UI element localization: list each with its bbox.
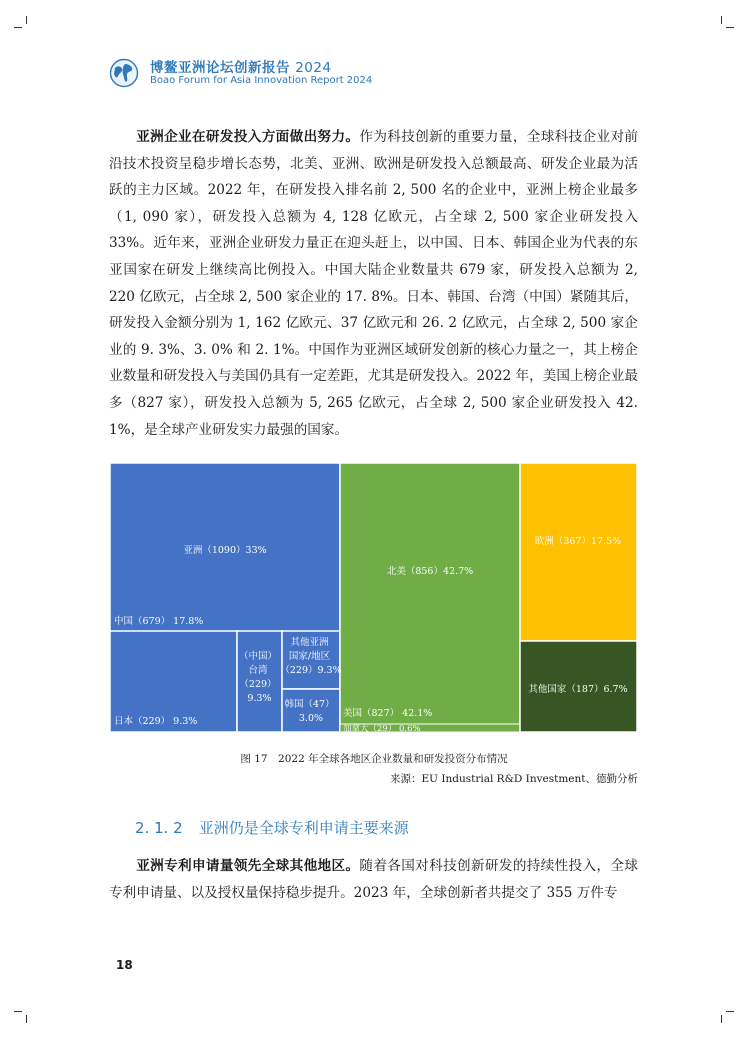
paragraph-text: 作为科技创新的重要力量，全球科技企业对前沿技术投资呈稳步增长态势，北美、亚洲、欧洲是研发投入总额最高、研发企业最为活跃的主力区域。2022 年，在研发投入排名前 2, 500 名的企业中，亚洲上榜企业最多（1, 090 家），研发投入总额为 4, 128 亿欧元，占全球 2, 500 家企业研发投入 33%。近年来，亚洲企业研发力量正在迎头赶上，以中国、日本、韩国企业为代表的东亚国家在研发上继续高比例投入。中国大陆企业数量共 679 家，研发投入总额为 2, 220 亿欧元，占全球 2, 500 家企业的 17. 8%。日本、韩国、台湾（中国）紧随其后，研发投入金额分别为 1, 162 亿欧元、37 亿欧元和 26. 2 亿欧元，占全球 2, 500 家企业的 9. 3%、3. 0% 和 2. 1%。中国作为亚洲区域研发创新的核心力量之一，其上榜企业数量和研发投入与美国仍具有一定差距，尤其是研发投入。2022 年，美国上榜企业最多（827 家），研发投入总额为 5, 265 亿欧元，占全球 2, 500 家企业研发投入 42. 1%，是全球产业研发实力最强的国家。	[109, 129, 639, 438]
header-title-year: 2024	[295, 60, 332, 76]
page-number: 18	[116, 958, 133, 972]
globe-logo-icon	[109, 58, 139, 88]
crop-mark	[26, 1015, 27, 1023]
figure-source: 来源：EU Industrial R&D Investment、德勤分析	[389, 773, 638, 785]
crop-mark	[721, 16, 722, 24]
crop-mark	[726, 1011, 734, 1012]
treemap-label-other-asia: 其他亚洲 国家/地区 （229）9.3%	[280, 637, 342, 676]
crop-mark	[26, 16, 27, 24]
header-title-cn: 博鳌亚洲论坛创新报告	[150, 60, 290, 76]
treemap-cell-europe	[520, 463, 637, 641]
treemap-chart	[110, 463, 637, 732]
crop-mark	[14, 27, 22, 28]
treemap-label-europe: 欧洲（367）17.5%	[534, 536, 622, 547]
running-header	[109, 56, 439, 96]
treemap-label-other-countries: 其他国家（187）6.7%	[528, 684, 628, 695]
crop-mark	[14, 1011, 22, 1012]
body-paragraph	[109, 853, 638, 906]
treemap-label-north-america: 北美（856）42.7%	[386, 566, 474, 577]
paragraph-lead: 亚洲专利申请量领先全球其他地区。	[136, 858, 360, 874]
treemap-label-taiwan: （中国） 台湾 （229） 9.3%	[238, 651, 277, 704]
section-heading	[135, 817, 409, 838]
paragraph-lead: 亚洲企业在研发投入方面做出努力。	[136, 129, 360, 145]
treemap-label-china: 中国（679） 17.8%	[114, 616, 204, 627]
treemap-label-asia: 亚洲（1090）33%	[183, 545, 267, 556]
header-title	[150, 56, 332, 76]
section-title: 亚洲仍是全球专利申请主要来源	[198, 819, 409, 837]
crop-mark	[726, 27, 734, 28]
crop-mark	[721, 1015, 722, 1023]
treemap-label-korea: 韩国（47） 3.0%	[284, 699, 335, 724]
treemap-label-usa: 美国（827） 42.1%	[343, 708, 433, 719]
paragraph-text: 随着各国对科技创新研发的持续性投入，全球专利申请量、以及授权量保持稳步提升。2023 年，全球创新者共提交了 355 万件专	[109, 858, 639, 901]
treemap-cell-korea	[282, 689, 340, 732]
section-number: 2. 1. 2	[135, 819, 183, 837]
figure-caption: 图 17 2022 年全球各地区企业数量和研发投资分布情况	[240, 753, 508, 765]
treemap-label-japan: 日本（229） 9.3%	[114, 716, 198, 727]
treemap-label-canada: 加拿大（29） 0.6%	[343, 724, 421, 732]
header-subtitle: Boao Forum for Asia Innovation Report 2024	[150, 75, 373, 86]
treemap-svg	[110, 463, 637, 732]
treemap-cell-north-america	[340, 463, 520, 732]
body-paragraph	[109, 124, 638, 443]
